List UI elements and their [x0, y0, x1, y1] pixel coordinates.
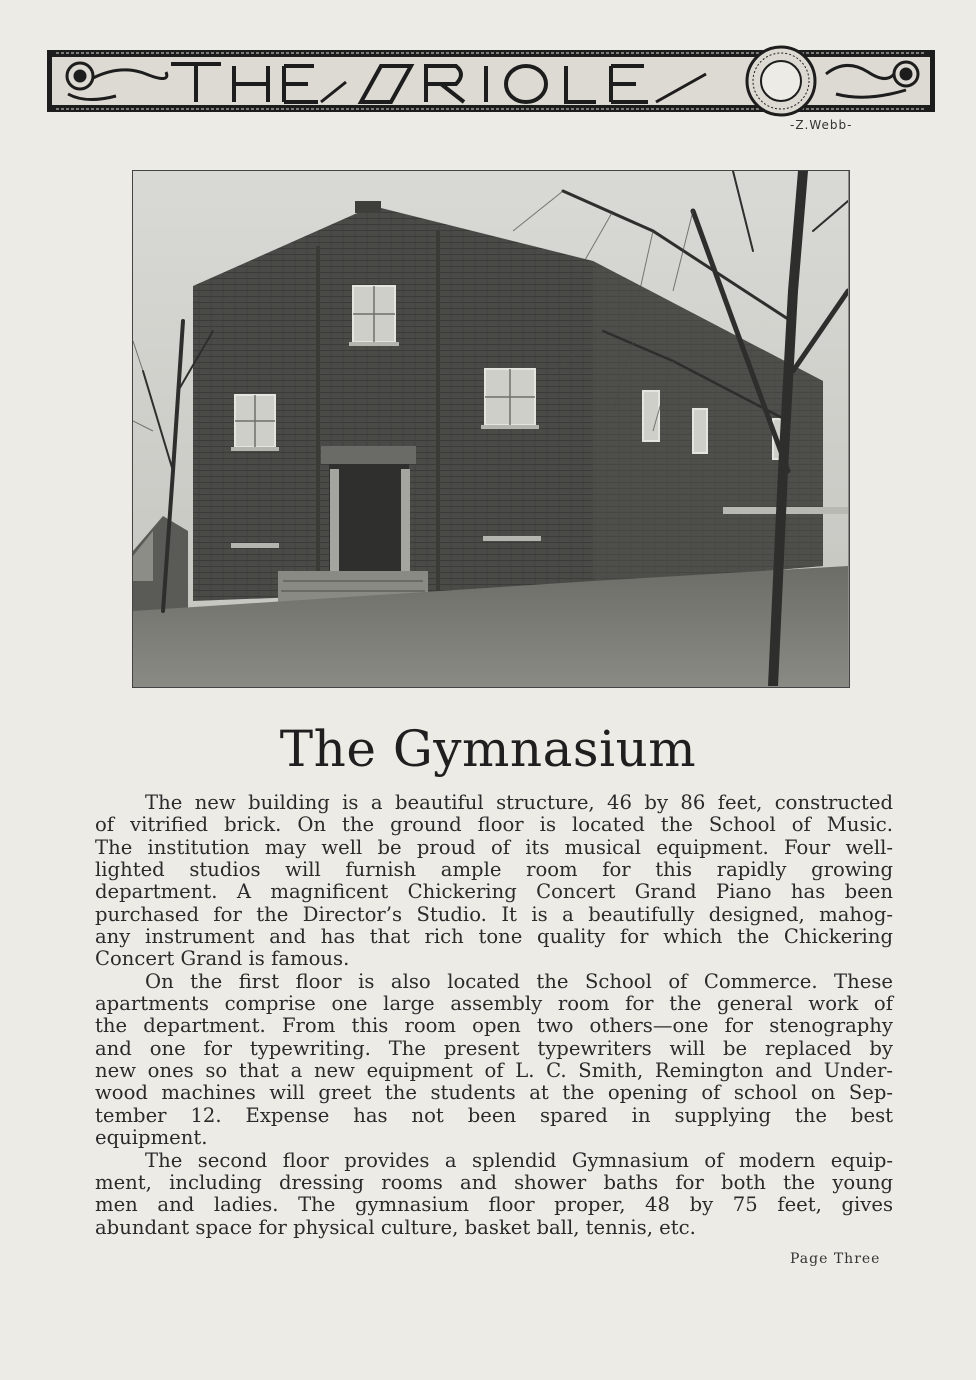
text-line: abundant space for physical culture, basket ball, tennis, etc.: [95, 1215, 696, 1239]
text-line: of vitrified brick. On the ground floor is located the School of Music.: [95, 813, 893, 837]
text-line: ment, including dressing rooms and shower baths for both the young: [95, 1170, 893, 1194]
text-line: The institution may well be proud of its musical equipment. Four well-: [95, 835, 893, 859]
article-title: The Gymnasium: [279, 720, 697, 778]
text-line: department. A magnificent Chickering Concert Grand Piano has been: [95, 880, 893, 904]
text-line: On the first floor is also located the School of Commerce. These: [145, 969, 893, 993]
page-number: Page Three: [790, 1251, 881, 1267]
text-line: and one for typewriting. The present typewriters will be replaced by: [95, 1036, 893, 1060]
text-line: wood machines will greet the students at the opening of school on Sep-: [95, 1081, 893, 1105]
text-line: apartments comprise one large assembly room for the general work of: [95, 992, 893, 1016]
text-line: any instrument and has that rich tone quality for which the Chickering: [95, 925, 893, 949]
text-line: new ones so that a new equipment of L. C. Smith, Remington and Under-: [95, 1059, 893, 1083]
college-seal: [747, 47, 815, 115]
text-line: Concert Grand is famous.: [95, 947, 350, 971]
text-line: equipment.: [95, 1126, 208, 1150]
gymnasium-building-image: [133, 171, 848, 686]
text-line: the department. From this room open two others—one for stenography: [95, 1014, 893, 1038]
artist-credit: -Z.Webb-: [790, 118, 853, 132]
article-body: [95, 792, 893, 1239]
masthead-banner: [46, 44, 936, 118]
text-line: lighted studios will furnish ample room for this rapidly growing: [95, 858, 893, 882]
text-line: purchased for the Director’s Studio. It is a beautifully designed, mahog-: [95, 902, 893, 926]
text-line: The new building is a beautiful structure, 46 by 86 feet, constructed: [145, 791, 893, 814]
text-line: men and ladies. The gymnasium floor proper, 48 by 75 feet, gives: [95, 1193, 893, 1217]
gymnasium-photo: [132, 170, 850, 688]
text-line: The second floor provides a splendid Gymnasium of modern equip-: [145, 1148, 893, 1172]
text-line: tember 12. Expense has not been spared in supplying the best: [95, 1103, 893, 1127]
masthead-artwork: [46, 44, 936, 118]
